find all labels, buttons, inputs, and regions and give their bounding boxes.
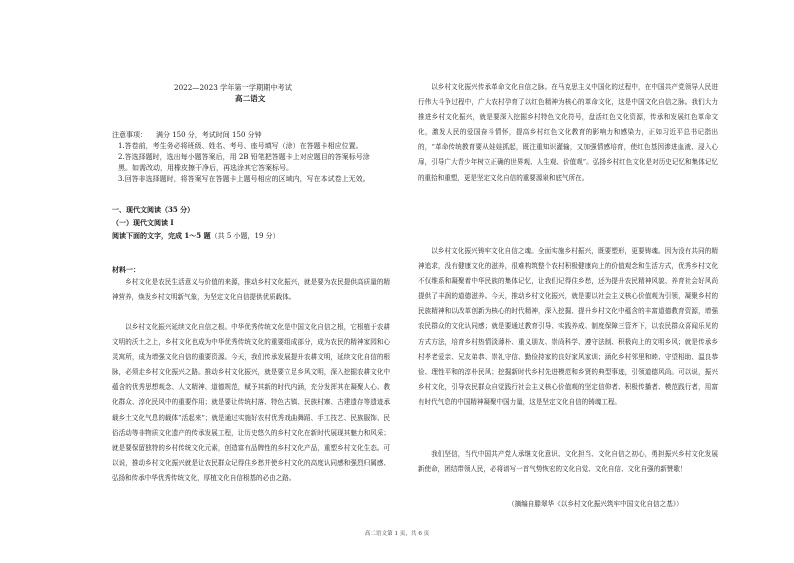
subject-title: 高二语文 bbox=[235, 94, 266, 103]
instruction-detail: （共 5 小题，19 分） bbox=[210, 232, 280, 240]
paragraph: 我们坚信，当代中国共产党人承继文化意识、文化担当、文化自信之初心，勇担振兴乡村文化发展新使命，团结带领人民，必将谱写一首气势恢宏的文化自觉、文化自信、文化自强的新赞歌！ bbox=[418, 450, 718, 474]
notes-score-time: 满分 150 分，考试时间 150 分钟 bbox=[156, 131, 262, 139]
material-label: 材料一： bbox=[112, 265, 140, 274]
instruction bbox=[112, 232, 280, 240]
notes-item-1: 1.答卷前，考生务必将班级、姓名、考号、座号填写（涂）在答题卡相应位置。 bbox=[118, 142, 363, 150]
citation: （摘编自滕翠华《以乡村文化振兴筑牢中国文化自信之基》） bbox=[508, 500, 683, 508]
section-title: 一、现代文阅读（35 分） bbox=[112, 205, 195, 214]
notes-item-2-cont: 黑。如需改动，用橡皮擦干净后，再选涂其它答案标号。 bbox=[118, 164, 293, 172]
paragraph: 以乡村文化振兴延续文化自信之根。中华优秀传统文化是中国文化自信之根，它根植于农耕文明的沃土之上，乡村文化也成为中华优秀传统文化的重要组成部分，成为农民的精神家园和心灵寓所，成为增强文化自信的重要资源。今天，我们传承发展提升农耕文明，延续文化自信的根脉，必须走乡村文化振兴之路。推动乡村文化振兴，就是要立足乡风文明，深入挖掘农耕文化中蕴含的优秀思想观念、人文精神、道德规范，赋予其新的时代内涵，充分发挥其在凝聚人心、教化群众、淳化民风中的重要作用；就是要让传统村落、特色古镇、民族村寨、古建遗存等遗迹承载乡土文化气息的载体“活起来”；就是通过实施好农村优秀戏曲舞蹈、手工技艺、民族服饰、民俗活动等非物质文化遗产的传承发展工程，让历史悠久的乡村文化在新时代展现其魅力和风采；就是要保留独特的乡村传统文化元素，创造富有品牌性的乡村文化产品，重塑乡村文化生态。可以说，推动乡村文化振兴就是让农民群众记得住乡愁并使乡村文化的高度认同感和强烈归属感、弘扬和传承中华优秀传统文化，厚植文化自信根基的必由之路。 bbox=[112, 323, 390, 482]
notes-item-2: 2.答选择题时，选出每小题答案后，用 2B 铅笔把答题卡上对应题目的答案标号涂 bbox=[118, 153, 370, 161]
paragraph: 以乡村文化振兴铸牢文化自信之魂。全面实施乡村振兴，既要塑形，更要铸魂。因为没有共同的精神追求，没有健康文化的滋养，很难构筑整个农村积极健康向上的价值观念和生活方式，优秀乡村文化不仅维系和凝聚着中华民族的集体记忆，让我们记得住乡愁，还为提升农民精神风貌、养育社会好风尚提供了丰润的道德滋养。今天，推动乡村文化振兴，就是要以社会主义核心价值观为引领，凝聚乡村的民族精神和以改革创新为核心的时代精神，深入挖掘、提升乡村文化中蕴含的丰富道德教育资源，增强农民群众的文化认同感；就是要通过教育引导、实践养成、制度保障三管齐下，以农民群众喜闻乐见的方式方法，培育乡村热情淡薄朴、重义朋友、崇尚科学、遵守法制、积极向上的文明乡风；就是传承乡村孝老爱亲、兄友弟恭、崇礼守信、勤俭持家的良好家风家训；涵化乡村邻里和睦、守望相助、温良恭俭、理性平和的淳朴民风；挖掘新时代乡村先进模范和乡贤的典型事迹，引领道德风尚。可以说，振兴乡村文化，引导农民群众自觉践行社会主义核心价值观的坚定信仰者、积极传播者、模范践行者，用富有时代气息的中国精神凝聚中国力量，这是坚定文化自信的铸魂工程。 bbox=[418, 247, 718, 406]
subsection-title: （一）现代文阅读 I bbox=[112, 218, 174, 227]
notes-item-3: 3.回答非选择题时，将答案写在答题卡上题号相应的区域内，写在本试卷上无效。 bbox=[118, 175, 370, 183]
paragraph: 乡村文化是农民生活意义与价值的来源，推动乡村文化振兴，就是要为农民提供高质量的精神营养，焕发乡村文明新气象，为坚定文化自信提供优质载体。 bbox=[112, 278, 390, 302]
notes-label: 注意事项： bbox=[112, 131, 147, 139]
page-footer: 高二语文第 1 页，共 6 页 bbox=[364, 531, 430, 537]
exam-title: 2022—2023 学年第一学期期中考试 bbox=[174, 83, 292, 92]
instruction-main: 阅读下面的文字，完成 1～5 题 bbox=[112, 231, 211, 240]
paragraph: 以乡村文化振兴传承革命文化自信之脉。在马克思主义中国化的过程中，在中国共产党领导人民进行伟大斗争过程中，广大农村孕育了以红色精神为核心的革命文化，这是中国文化自信之脉。我们大力推进乡村文化振兴，就是要深入挖掘乡村特色文化符号，盘活红色文化资源，传承和发展红色革命文化，激发人民的爱国奋斗情怀，提高乡村红色文化教育的影响力和感染力，正如习近平总书记指出的，“革命传统教育要从娃娃抓起，既注重知识灌输，又加强情感培育，使红色基因渗进血液、浸入心扉，引导广大青少年树立正确的世界观、人生观、价值观”。弘扬乡村红色文化是对历史记忆和集体记忆的重拾和重塑，更是坚定文化自信的重要源泉和底气所在。 bbox=[418, 83, 718, 182]
